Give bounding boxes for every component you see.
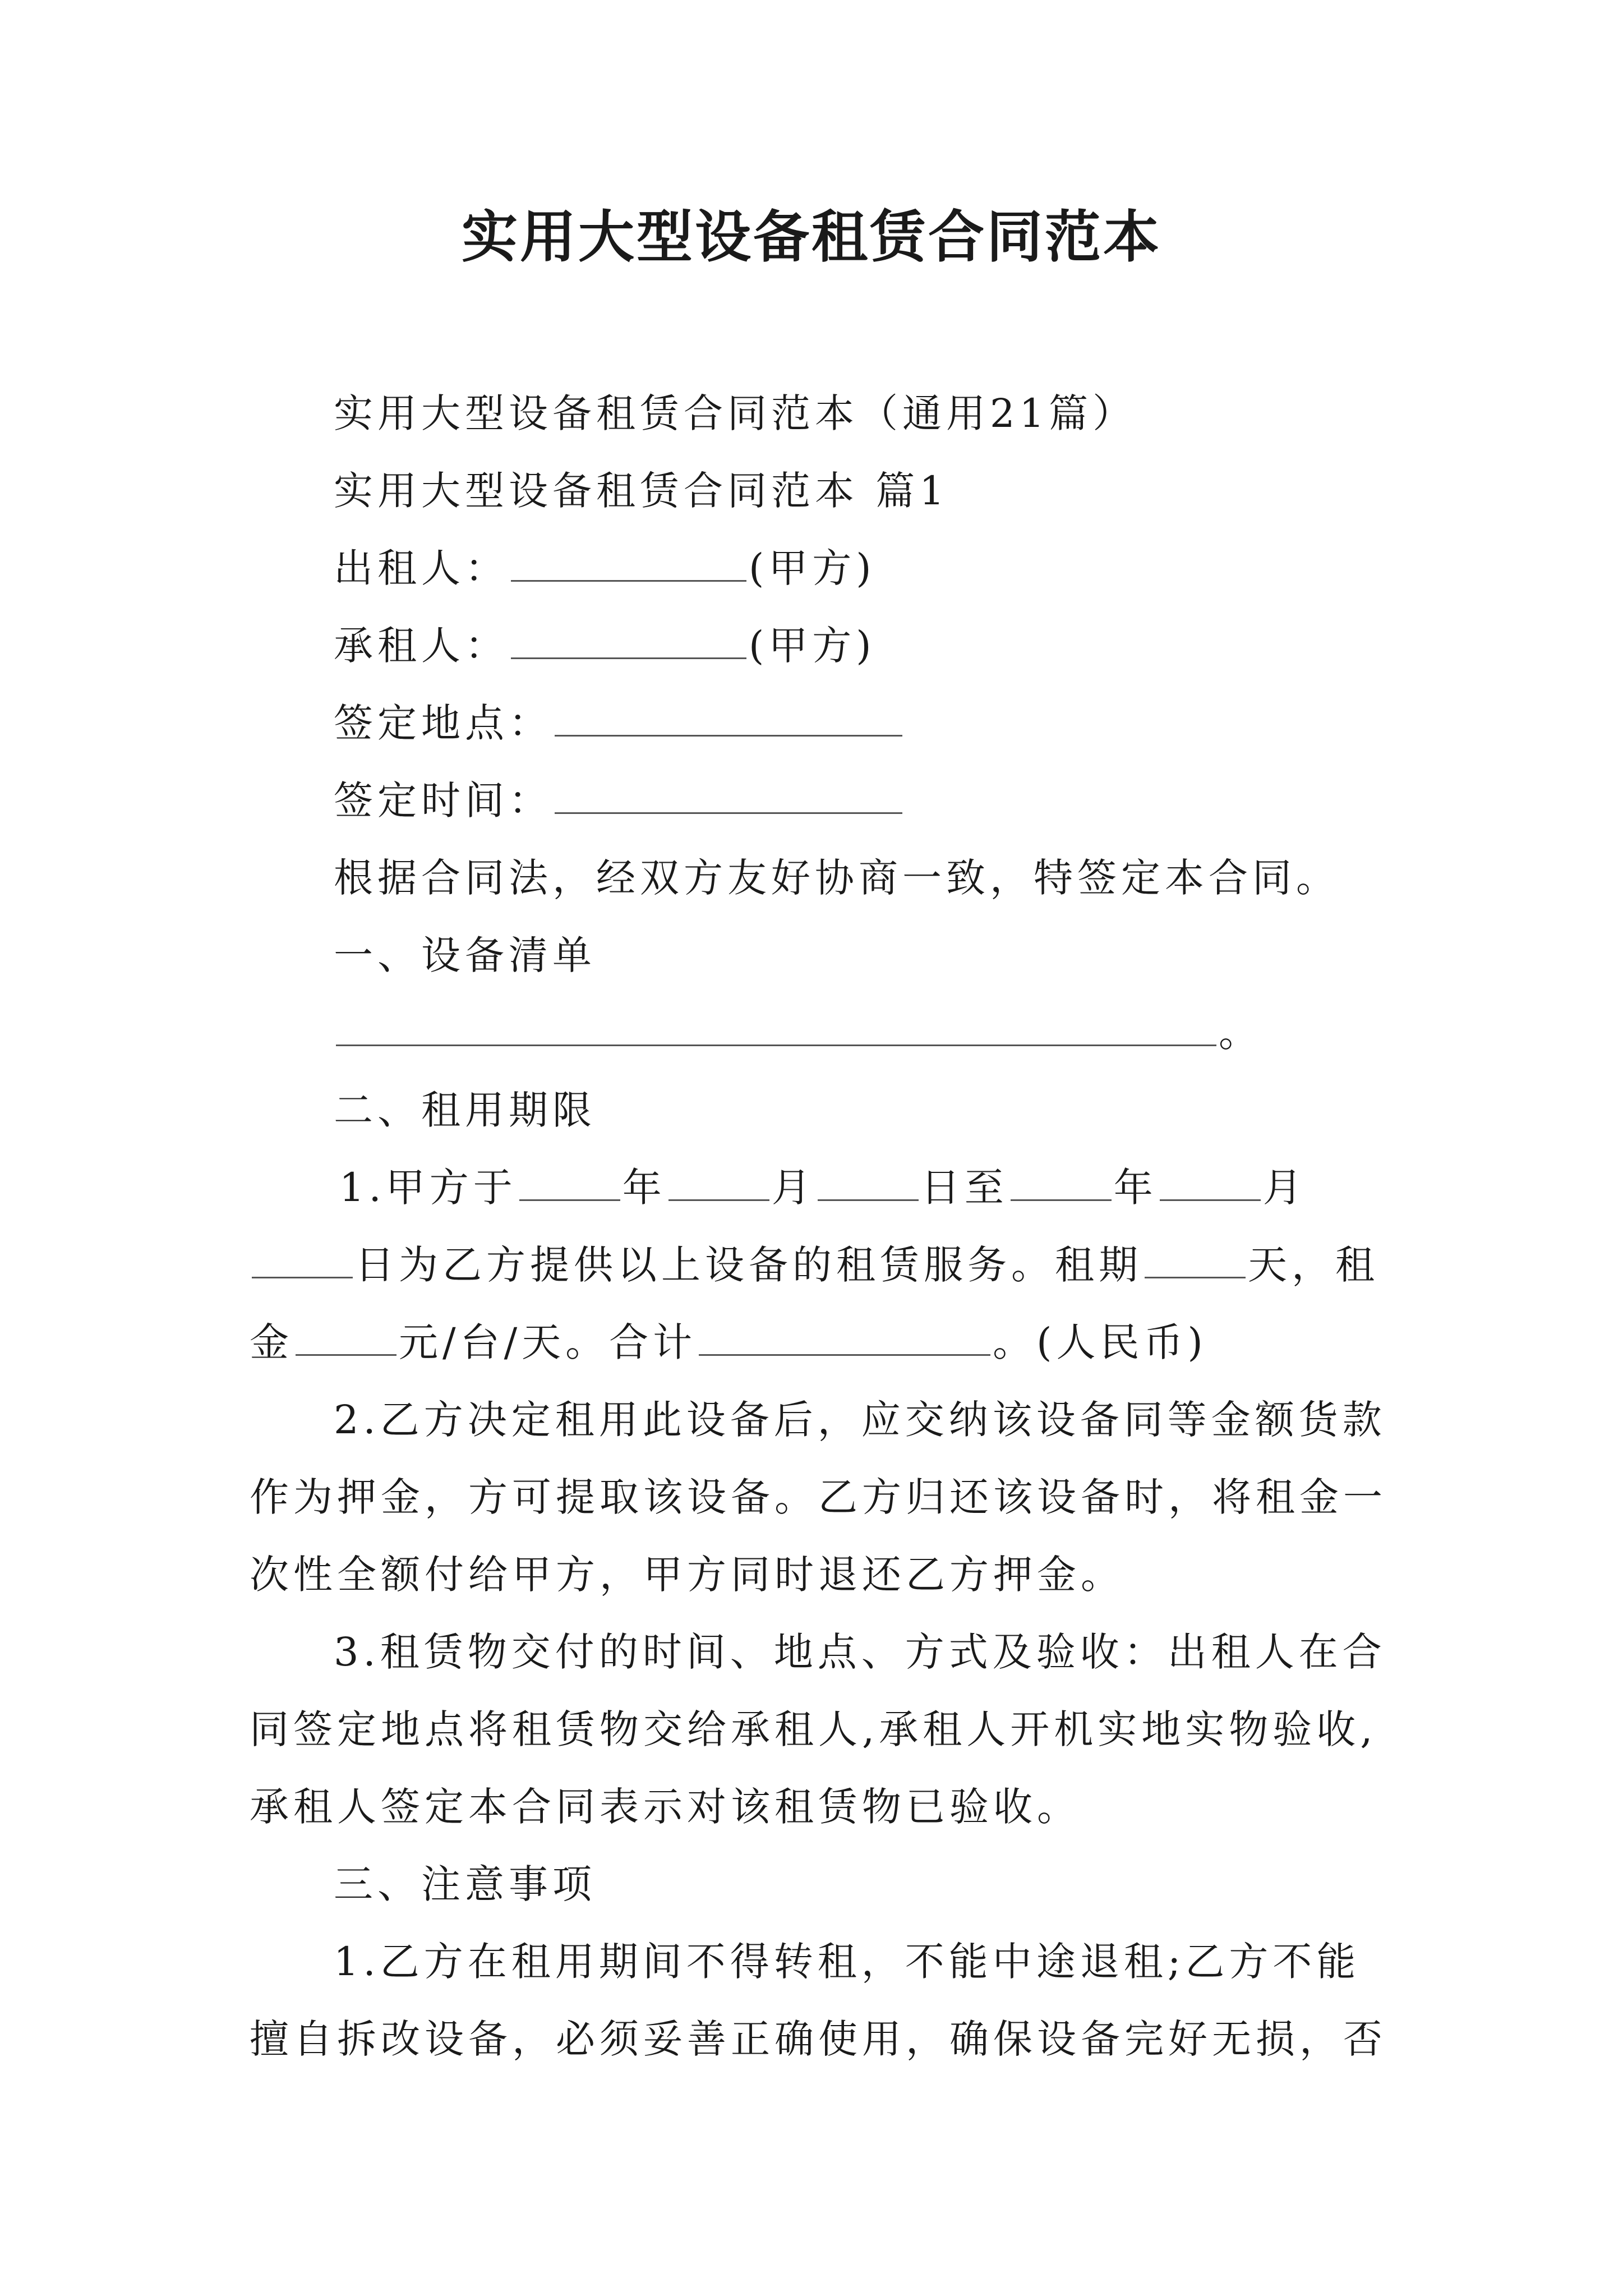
term-text: 日至 bbox=[920, 1165, 1008, 1211]
term-text: 月 bbox=[771, 1165, 815, 1211]
lessor-label: 出租人： bbox=[334, 545, 509, 591]
term-text: 日为乙方提供以上设备的租赁服务。租期 bbox=[355, 1242, 1142, 1288]
equipment-list-end: 。 bbox=[1219, 1010, 1262, 1056]
notice-item1-line1: 1.乙方在租用期间不得转租，不能中途退租;乙方不能 bbox=[334, 1939, 1361, 1985]
start-month-blank bbox=[668, 1170, 769, 1201]
term-item1-line1 bbox=[339, 1149, 1388, 1226]
lessee-label: 承租人： bbox=[334, 623, 509, 669]
term-item1-line3 bbox=[250, 1304, 1388, 1381]
term-text: 。(人民币) bbox=[993, 1319, 1207, 1365]
end-year-blank bbox=[1011, 1170, 1112, 1201]
lessor-field bbox=[334, 530, 1388, 607]
lease-days-blank bbox=[1145, 1248, 1246, 1278]
term-text: 元/台/天。合计 bbox=[399, 1319, 697, 1365]
term-text: 天，租 bbox=[1248, 1242, 1379, 1288]
sign-place-label: 签定地点： bbox=[334, 700, 552, 746]
term-text: 年 bbox=[1113, 1165, 1158, 1211]
lessor-blank bbox=[511, 551, 746, 582]
term-item3-line3: 承租人签定本合同表示对该租赁物已验收。 bbox=[250, 1784, 1081, 1830]
end-month-blank bbox=[1160, 1170, 1261, 1201]
start-year-blank bbox=[519, 1170, 620, 1201]
term-item2-line1: 2.乙方决定租用此设备后，应交纳该设备同等金额货款 bbox=[334, 1397, 1386, 1443]
term-text: 年 bbox=[622, 1165, 666, 1211]
sign-place-blank bbox=[555, 706, 902, 737]
lessor-suffix: (甲方) bbox=[749, 545, 876, 591]
sign-place-field bbox=[334, 684, 1388, 762]
sign-time-field bbox=[334, 762, 1388, 839]
equipment-list-line bbox=[334, 994, 1388, 1071]
document-body bbox=[250, 375, 1388, 2078]
daily-rent-blank bbox=[296, 1325, 396, 1356]
term-item2-line3: 次性全额付给甲方，甲方同时退还乙方押金。 bbox=[250, 1552, 1124, 1598]
section3-heading: 三、注意事项 bbox=[334, 1861, 596, 1907]
term-text: 金 bbox=[250, 1319, 293, 1365]
section1-heading: 一、设备清单 bbox=[334, 932, 596, 978]
term-text: 月 bbox=[1262, 1165, 1307, 1211]
start-day-blank bbox=[818, 1170, 919, 1201]
chapter-heading: 实用大型设备租赁合同范本 篇1 bbox=[334, 468, 949, 514]
document-title: 实用大型设备租赁合同范本 bbox=[462, 204, 1161, 270]
term-item3-line1: 3.租赁物交付的时间、地点、方式及验收：出租人在合 bbox=[334, 1629, 1386, 1675]
term-item3-line2: 同签定地点将租赁物交给承租人,承租人开机实地实物验收, bbox=[250, 1706, 1377, 1752]
notice-item1-line2: 擅自拆改设备，必须妥善正确使用，确保设备完好无损，否 bbox=[250, 2016, 1387, 2062]
lessee-field bbox=[334, 607, 1388, 684]
section2-heading: 二、租用期限 bbox=[334, 1087, 596, 1133]
lessee-blank bbox=[511, 628, 746, 659]
subtitle-line: 实用大型设备租赁合同范本（通用21篇） bbox=[334, 390, 1137, 436]
term-text: 1.甲方于 bbox=[339, 1165, 517, 1211]
term-item1-line2 bbox=[250, 1226, 1388, 1304]
end-day-blank bbox=[252, 1248, 353, 1278]
term-item2-line2: 作为押金，方可提取该设备。乙方归还该设备时，将租金一 bbox=[250, 1474, 1387, 1520]
sign-time-blank bbox=[555, 783, 902, 814]
equipment-list-blank bbox=[336, 1015, 1216, 1046]
lessee-suffix: (甲方) bbox=[749, 623, 876, 669]
intro-paragraph: 根据合同法，经双方友好协商一致，特签定本合同。 bbox=[334, 855, 1340, 901]
sign-time-label: 签定时间： bbox=[334, 777, 552, 823]
total-blank bbox=[699, 1325, 990, 1356]
